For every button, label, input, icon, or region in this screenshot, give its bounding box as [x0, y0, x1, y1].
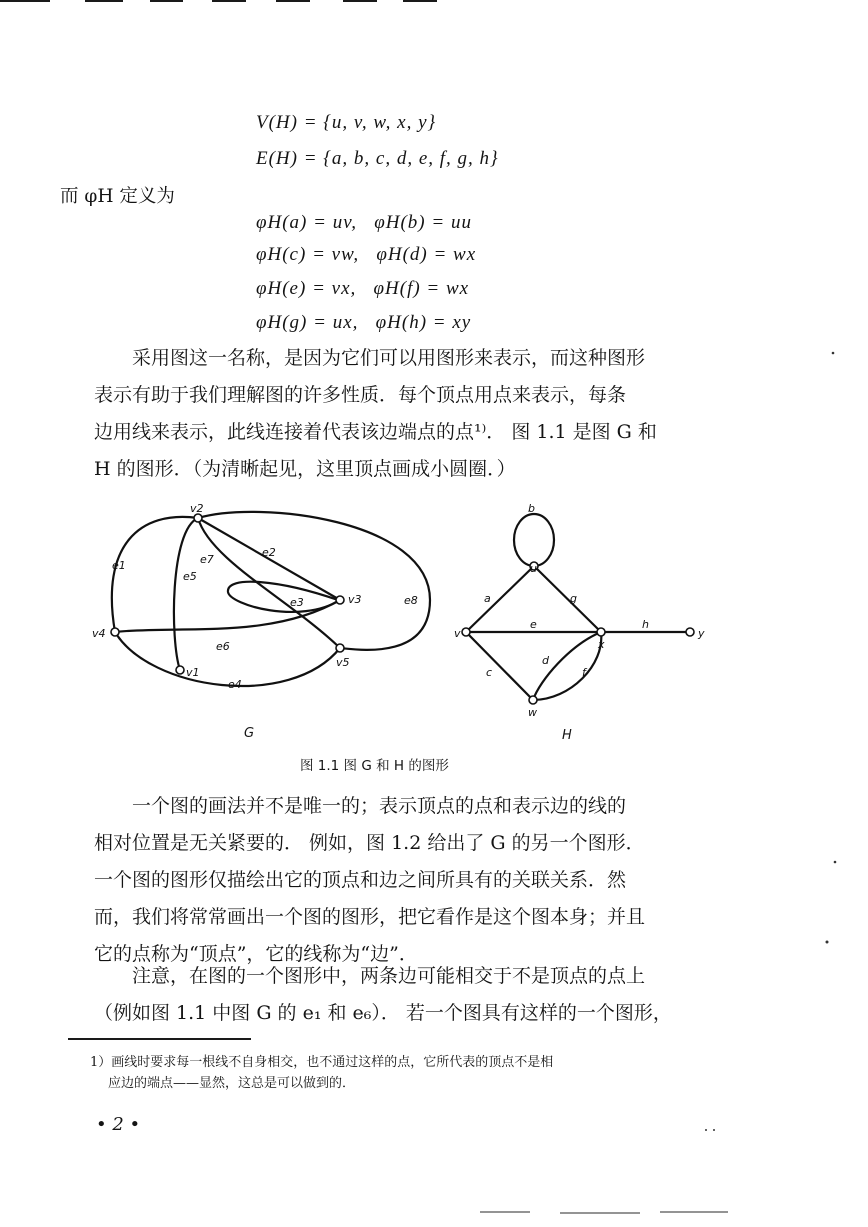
- label-e1: e1: [112, 559, 126, 572]
- label-a: a: [484, 592, 491, 605]
- para3-line1: 注意，在图的一个图形中，两条边可能相交于不是顶点的点上: [132, 965, 646, 987]
- label-v4: v4: [92, 627, 106, 640]
- para2-line3: 一个图的图形仅描绘出它的顶点和边之间所具有的关联关系．然: [94, 869, 627, 891]
- label-b: b: [528, 502, 535, 515]
- label-v5: v5: [336, 656, 350, 669]
- label-e4: e4: [228, 678, 242, 691]
- label-w: w: [528, 706, 537, 719]
- label-y: y: [698, 627, 705, 640]
- label-e7: e7: [200, 553, 214, 566]
- para1-line4: H 的图形．（为清晰起见，这里顶点画成小圆圈．）: [94, 458, 516, 480]
- label-d: d: [542, 654, 549, 667]
- phi-row-4: φH(g) = ux, φH(h) = xy: [256, 312, 472, 333]
- footnote-line1: 1）画线时要求每一根线不自身相交，也不通过这样的点，它所代表的顶点不是相: [90, 1055, 554, 1070]
- label-e3: e3: [290, 596, 304, 609]
- para1-line3: 边用线来表示，此线连接着代表该边端点的点¹⁾． 图 1.1 是图 G 和: [94, 421, 657, 443]
- label-c: c: [486, 666, 493, 679]
- label-v3: v3: [348, 593, 362, 606]
- graph-g-label: G: [244, 726, 255, 741]
- label-g: g: [570, 592, 577, 605]
- phi-row-1: φH(a) = uv, φH(b) = uu: [256, 212, 472, 233]
- edge-set-line: E(H) = {a, b, c, d, e, f, g, h}: [256, 148, 499, 169]
- label-e6: e6: [216, 640, 230, 653]
- vertex-set-line: V(H) = {u, v, w, x, y}: [256, 112, 437, 133]
- label-v1: v1: [186, 666, 200, 679]
- label-e5: e5: [183, 570, 197, 583]
- label-v2: v2: [190, 502, 204, 515]
- para1-line2: 表示有助于我们理解图的许多性质．每个顶点用点来表示，每条: [94, 384, 627, 406]
- phi-intro: 而 φH 定义为: [60, 186, 175, 207]
- para1-line1: 采用图这一名称，是因为它们可以用图形来表示，而这种图形: [132, 347, 646, 369]
- label-e: e: [530, 618, 537, 631]
- phi-row-3: φH(e) = vx, φH(f) = wx: [256, 278, 470, 299]
- label-v: v: [454, 627, 461, 640]
- page-number: • 2 •: [96, 1114, 141, 1135]
- label-h: h: [642, 618, 649, 631]
- graph-h-label: H: [562, 728, 572, 743]
- para2-line2: 相对位置是无关紧要的． 例如，图 1.2 给出了 G 的另一个图形．: [94, 832, 645, 854]
- label-e2: e2: [262, 546, 276, 559]
- phi-row-2: φH(c) = vw, φH(d) = wx: [256, 244, 477, 265]
- label-x: x: [598, 638, 605, 651]
- para3-line2: （例如图 1.1 中图 G 的 e₁ 和 e₆）． 若一个图具有这样的一个图形，: [94, 1002, 672, 1024]
- label-f: f: [582, 666, 586, 679]
- para2-line4: 而，我们将常常画出一个图的图形，把它看作是这个图本身；并且: [94, 906, 646, 928]
- footnote-line2: 应边的端点——显然，这总是可以做到的．: [108, 1076, 356, 1091]
- label-e8: e8: [404, 594, 418, 607]
- para2-line5: 它的点称为“顶点”，它的线称为“边”．: [94, 943, 418, 965]
- figure-caption: 图 1.1 图 G 和 H 的图形: [300, 758, 449, 774]
- label-u: u: [530, 562, 537, 575]
- para2-line1: 一个图的画法并不是唯一的；表示顶点的点和表示边的线的: [132, 795, 627, 817]
